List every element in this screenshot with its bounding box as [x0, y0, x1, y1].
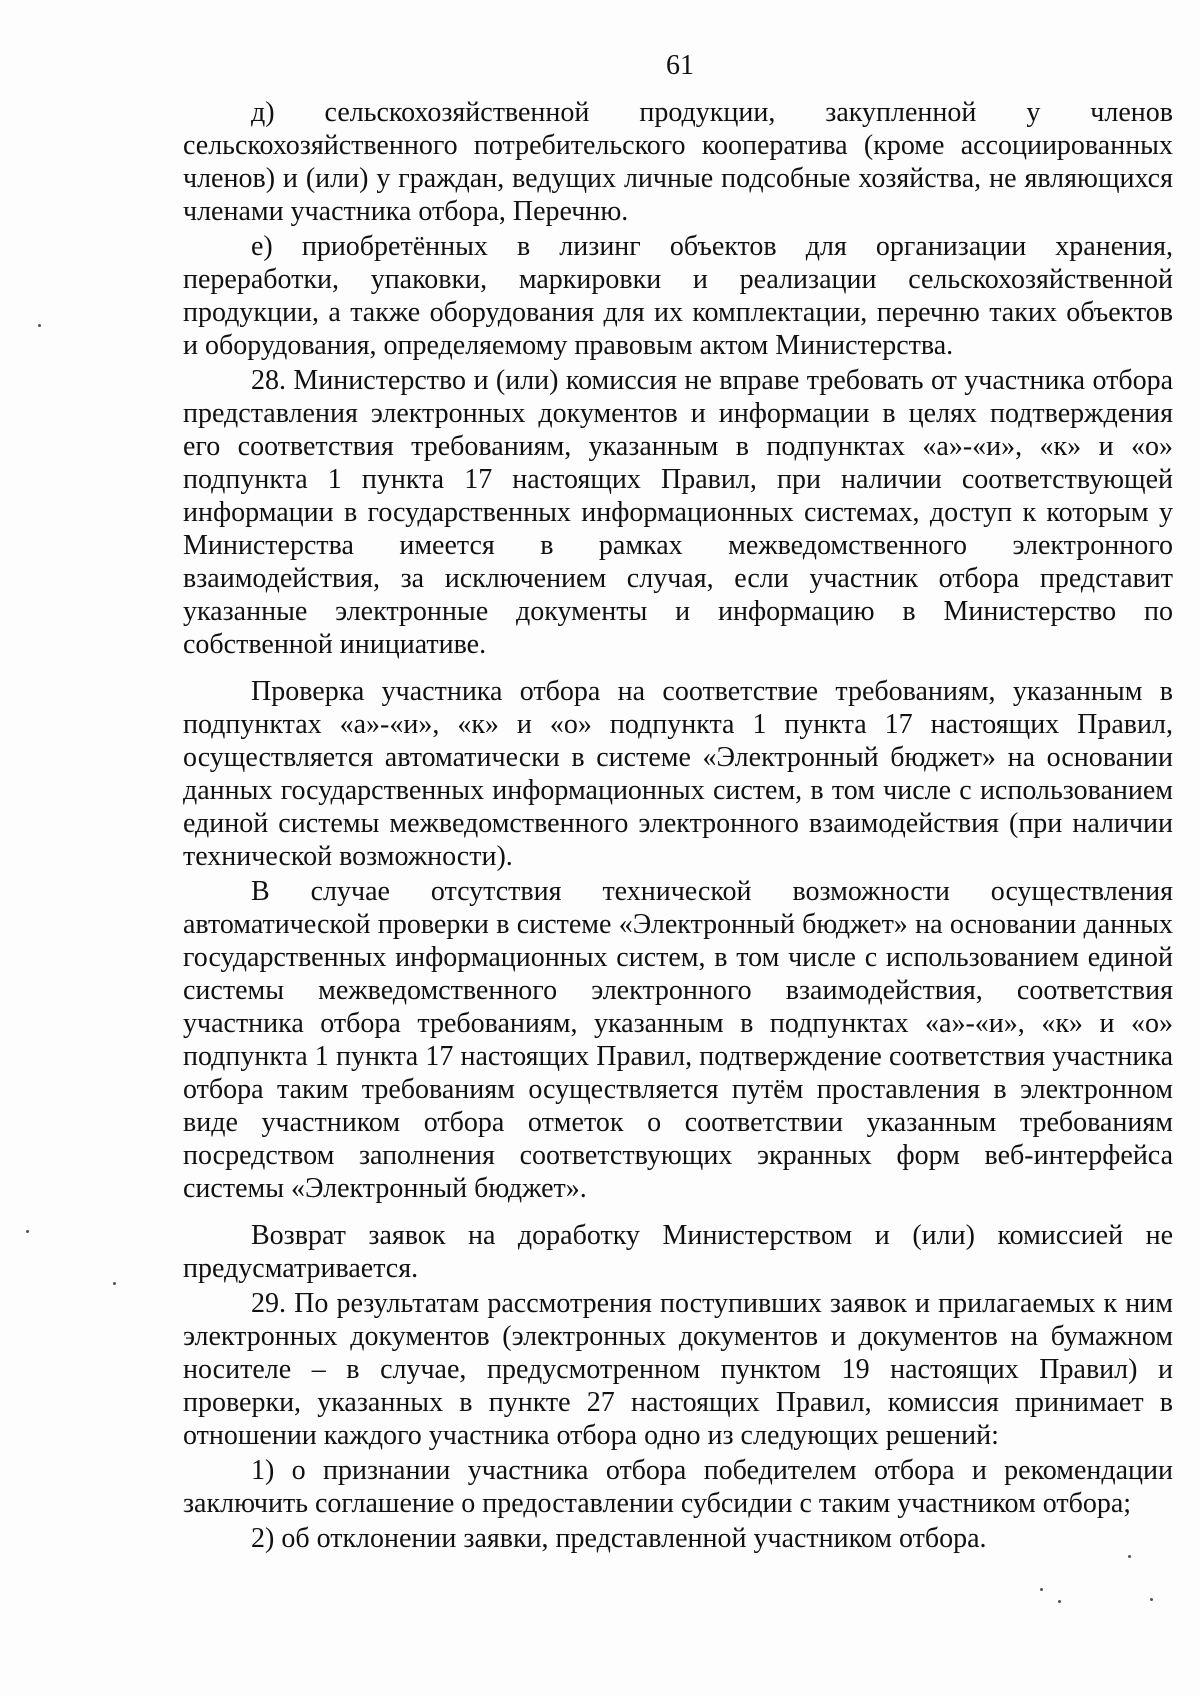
paragraph-e-leased-objects: е) приобретённых в лизинг объектов для организации хранения, переработки, упаковки, маркировки и реализации сельскохозяйственной продукции, а также оборудования для их комплектации, перечню таких объектов и оборудования, определяемому правовым актом Министерства. [183, 231, 1173, 361]
scan-speck [26, 1230, 29, 1233]
paragraph-decision-winner: 1) о признании участника отбора победителем отбора и рекомендации заключить соглашение о предоставлении субсидии с таким участником отбора; [183, 1455, 1173, 1519]
scan-speck [1040, 1588, 1043, 1591]
paragraph-no-technical-possibility: В случае отсутствия технической возможности осуществления автоматической проверки в системе «Электронный бюджет» на основании данных государственных информационных систем, в том числе с использованием единой системы межведомственного электронного взаимодействия, соответствия участника отбора требованиям, указанным в подпунктах «а»-«и», «к» и «о» подпункта 1 пункта 17 настоящих Правил, подтверждение соответствия участника отбора таким требованиям осуществляется путём проставления в электронном виде участником отбора отметок о соответствии указанным требованиям посредством заполнения соответствующих экранных форм веб-интерфейса системы «Электронный бюджет». [183, 876, 1173, 1204]
paragraph-decision-rejection: 2) об отклонении заявки, представленной участником отбора. [251, 1523, 987, 1554]
scan-speck [38, 324, 41, 327]
paragraph-29-commission-decisions: 29. По результатам рассмотрения поступивших заявок и прилагаемых к ним электронных документов (электронных документов и документов на бумажном носителе – в случае, предусмотренном пунктом 19 настоящих Правил) и проверки, указанных в пункте 27 настоящих Правил, комиссия принимает в отношении каждого участника отбора одно из следующих решений: [183, 1288, 1173, 1451]
paragraph-d-agricultural-products: д) сельскохозяйственной продукции, закупленной у членов сельскохозяйственного потребительского кооператива (кроме ассоциированных членов) и (или) у граждан, ведущих личные подсобные хозяйства, не являющихся членами участника отбора, Перечню. [183, 97, 1173, 227]
scan-speck [1150, 1598, 1153, 1601]
paragraph-28-ministry-requirements: 28. Министерство и (или) комиссия не вправе требовать от участника отбора представления электронных документов и информации в целях подтверждения его соответствия требованиям, указанным в подпунктах «а»-«и», «к» и «о» подпункта 1 пункта 17 настоящих Правил, при наличии соответствующей информации в государственных информационных системах, доступ к которым у Министерства имеется в рамках межведомственного электронного взаимодействия, за исключением случая, если участник отбора представит указанные электронные документы и информацию в Министерство по собственной инициативе. [183, 365, 1173, 660]
paragraph-no-return-of-applications: Возврат заявок на доработку Министерством и (или) комиссией не предусматривается. [183, 1220, 1173, 1284]
scan-speck [1128, 1555, 1131, 1558]
paragraph-automatic-check: Проверка участника отбора на соответствие требованиям, указанным в подпунктах «а»-«и», «к» и «о» подпункта 1 пункта 17 настоящих Правил, осуществляется автоматически в системе «Электронный бюджет» на основании данных государственных информационных систем, в том числе с использованием единой системы межведомственного электронного взаимодействия (при наличии технической возможности). [183, 676, 1173, 872]
page-number: 61 [666, 50, 694, 81]
document-body [183, 96, 1173, 1557]
scan-speck [1058, 1600, 1061, 1603]
scan-speck [113, 1282, 116, 1285]
